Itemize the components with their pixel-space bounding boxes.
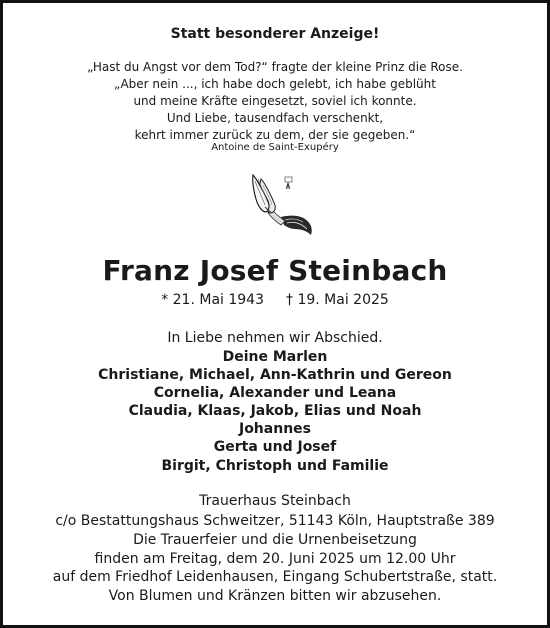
poem-line: und meine Kräfte eingesetzt, soviel ich konnte. — [133, 94, 417, 108]
funeral-service-info — [3, 531, 547, 605]
death-date: † 19. Mai 2025 — [286, 292, 389, 308]
poem-author: Antoine de Saint-Exupéry — [211, 142, 339, 153]
mourner-line: Johannes — [238, 421, 311, 438]
mourners-list — [3, 348, 547, 475]
service-line: finden am Freitag, dem 20. Juni 2025 um 12.00 Uhr — [94, 550, 456, 567]
mourner-line: Birgit, Christoph und Familie — [161, 457, 389, 474]
mourner-line: Claudia, Klaas, Jakob, Elias und Noah — [128, 403, 422, 420]
poem-line: „Aber nein ..., ich habe doch gelebt, ich habe geblüht — [114, 77, 436, 91]
poem-line: Und Liebe, tausendfach verschenkt, — [166, 111, 384, 125]
house-line: c/o Bestattungshaus Schweitzer, 51143 Köln, Hauptstraße 389 — [55, 513, 495, 529]
notice-heading: Statt besonderer Anzeige! — [170, 26, 380, 42]
service-line: auf dem Friedhof Leidenhausen, Eingang Schubertstraße, statt. — [52, 569, 498, 585]
poem — [3, 59, 547, 144]
life-dates — [3, 291, 547, 309]
birth-date: * 21. Mai 1943 — [161, 292, 264, 308]
praying-hands-icon — [241, 165, 321, 245]
farewell-line: In Liebe nehmen wir Abschied. — [167, 330, 383, 346]
mourning-house-address — [3, 491, 547, 531]
mourner-line: Christiane, Michael, Ann-Kathrin und Gereon — [98, 367, 452, 384]
deceased-name: Franz Josef Steinbach — [102, 254, 448, 287]
house-line: Trauerhaus Steinbach — [199, 493, 351, 509]
mourner-line: Deine Marlen — [222, 349, 328, 365]
mourner-line: Cornelia, Alexander und Leana — [153, 385, 397, 402]
poem-line: kehrt immer zurück zu dem, der sie gegeben.“ — [134, 128, 416, 142]
service-line: Die Trauerfeier und die Urnenbeisetzung — [133, 532, 417, 548]
poem-line: „Hast du Angst vor dem Tod?“ fragte der kleine Prinz die Rose. — [87, 60, 463, 74]
mourner-line: Gerta und Josef — [213, 439, 337, 456]
service-line: Von Blumen und Kränzen bitten wir abzusehen. — [108, 587, 442, 604]
